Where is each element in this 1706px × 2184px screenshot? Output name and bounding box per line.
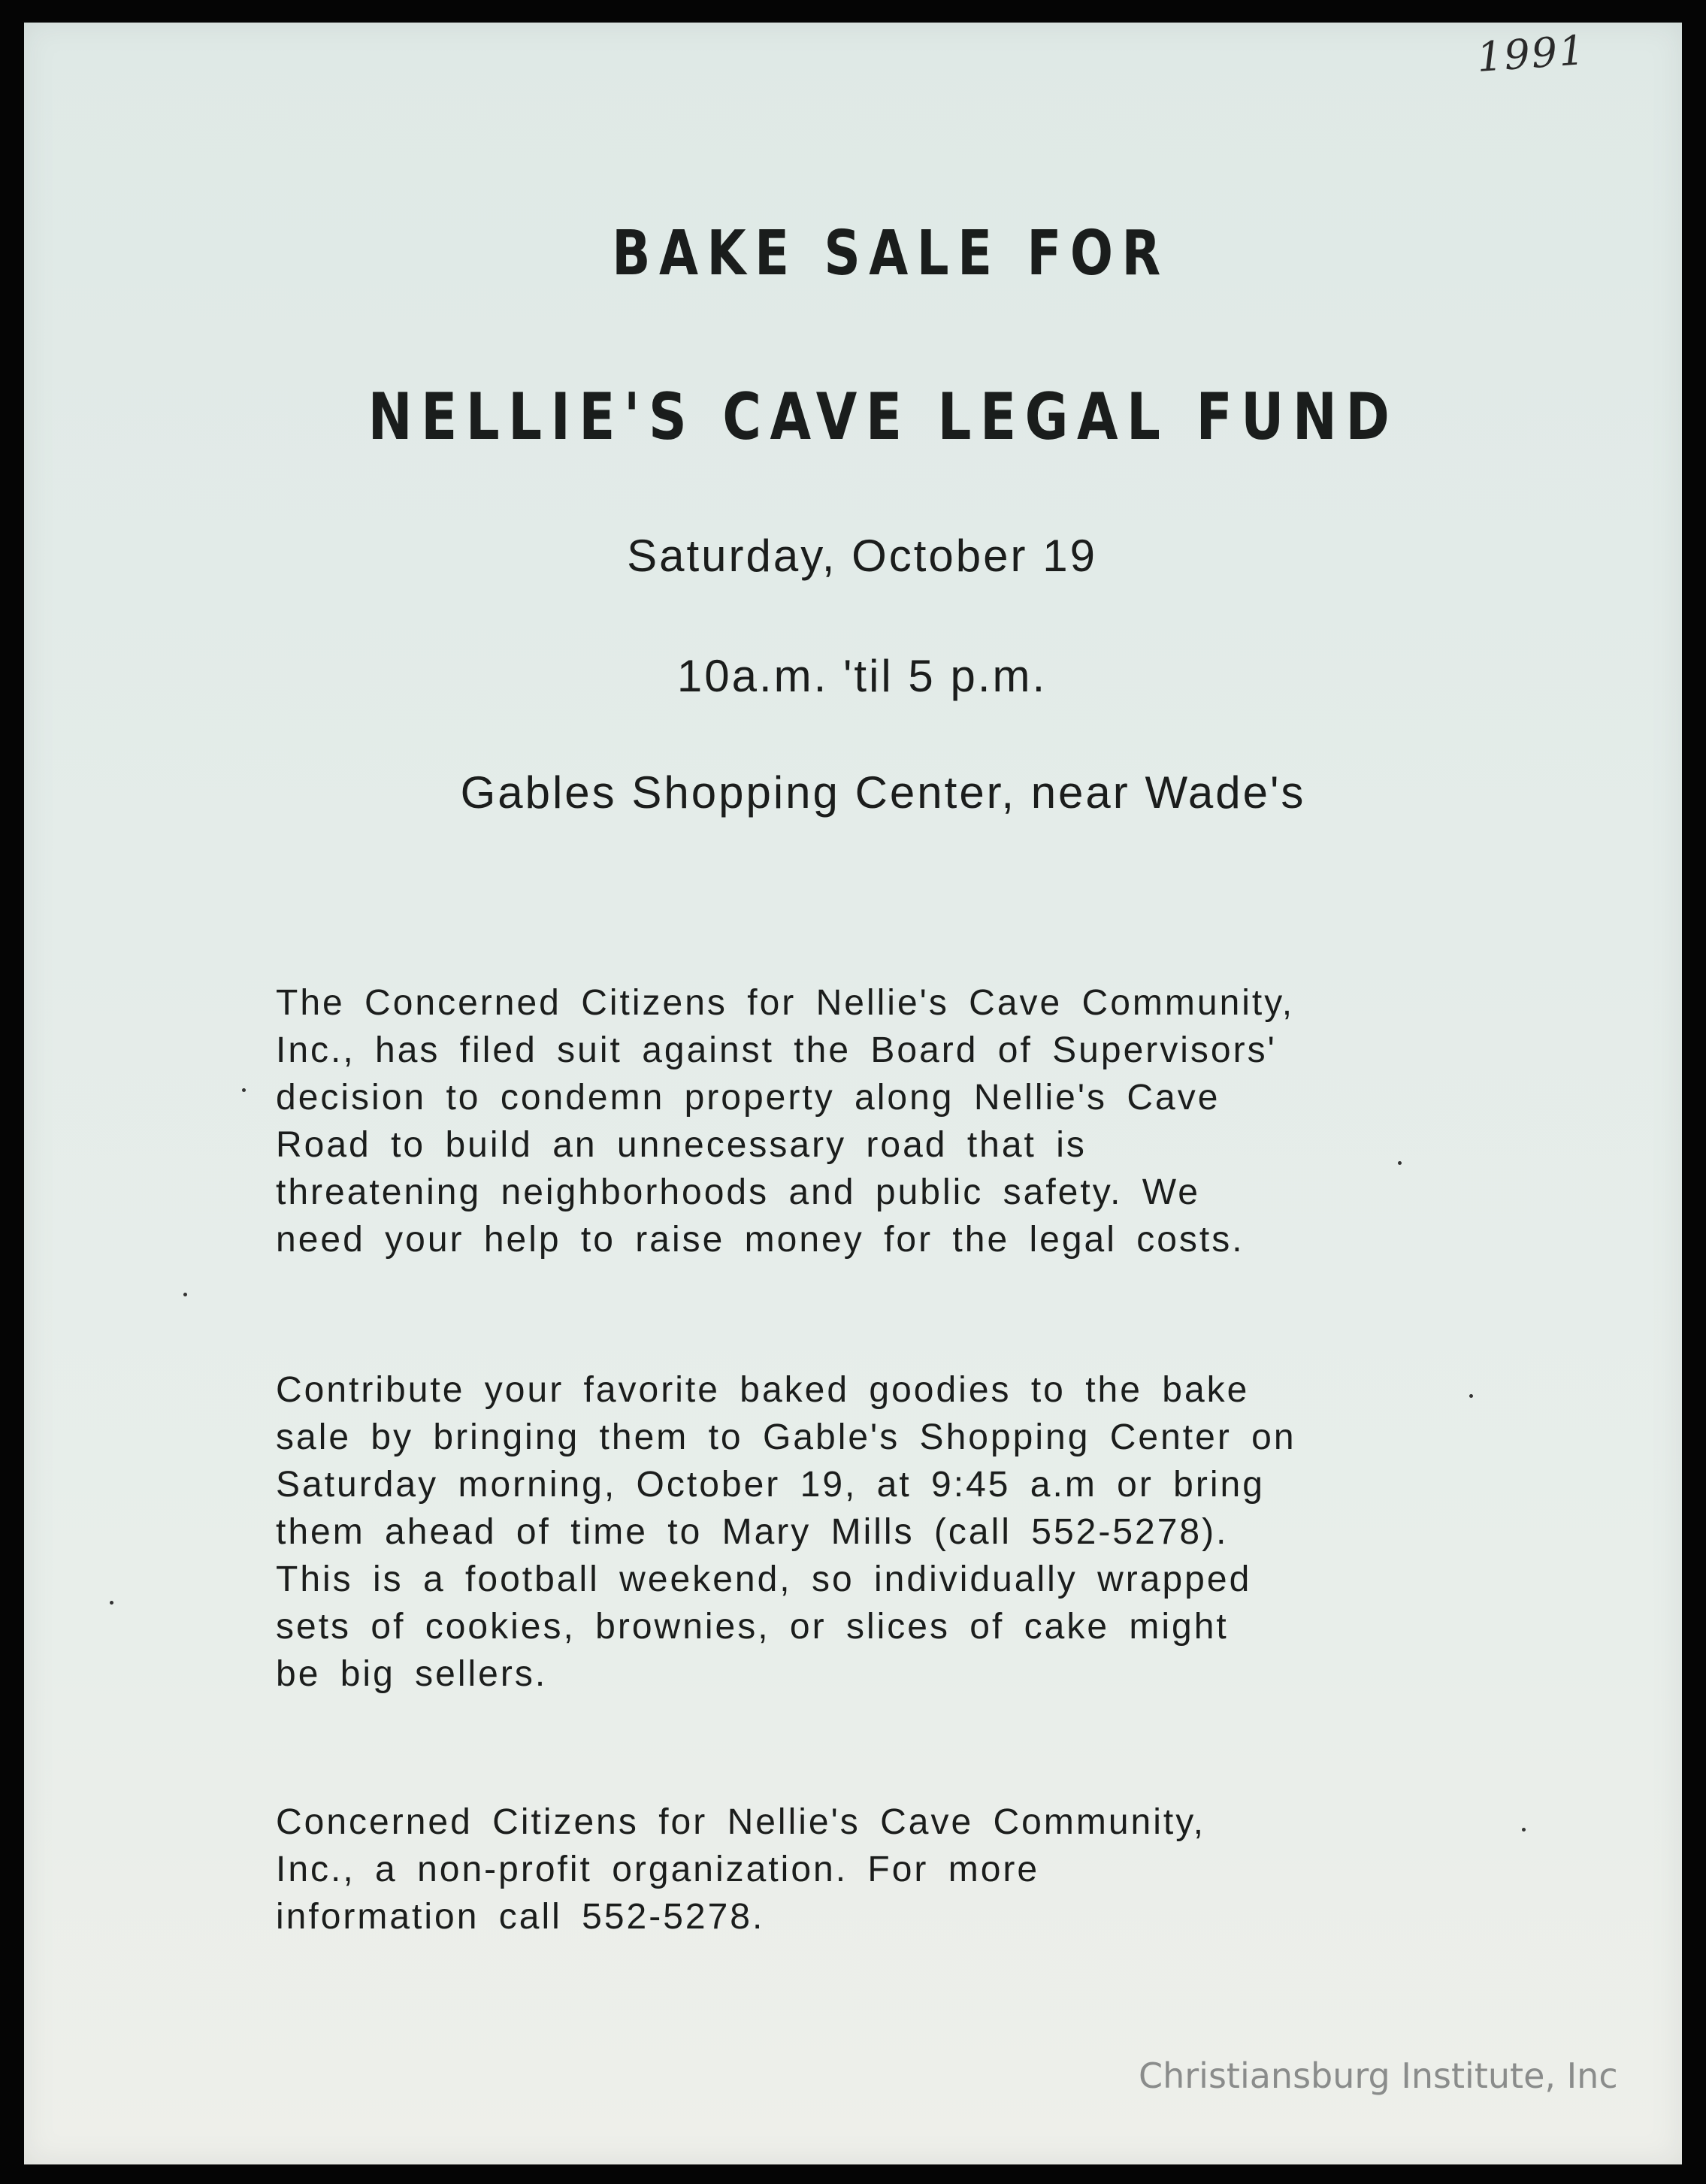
contact-line: information call 552-5278.	[276, 1897, 765, 1937]
paper-speck	[1398, 1161, 1402, 1165]
intro-line: decision to condemn property along Nellie's Cave	[276, 1078, 1221, 1118]
paper-speck	[1522, 1828, 1526, 1832]
archive-watermark: Christiansburg Institute, Inc	[1139, 2055, 1618, 2096]
contact-line: Concerned Citizens for Nellie's Cave Community,	[276, 1802, 1205, 1842]
handwritten-year-annotation: 1991	[1475, 26, 1588, 81]
contact-line: Inc., a non-profit organization. For more	[276, 1850, 1040, 1889]
contribute-line: them ahead of time to Mary Mills (call 552-5278).	[276, 1512, 1229, 1552]
intro-line: need your help to raise money for the legal costs.	[276, 1220, 1245, 1260]
contribute-paragraph	[276, 1366, 1493, 1698]
intro-line: Inc., has filed suit against the Board of Supervisors'	[276, 1030, 1277, 1070]
paper-speck	[1469, 1394, 1473, 1398]
intro-line: Road to build an unnecessary road that is	[276, 1125, 1087, 1165]
contact-paragraph	[276, 1798, 1493, 1940]
flyer-title-line-2: NELLIE'S CAVE LEGAL FUND	[368, 380, 1399, 455]
contribute-line: be big sellers.	[276, 1654, 548, 1694]
contribute-line: Saturday morning, October 19, at 9:45 a.m or bring	[276, 1465, 1265, 1505]
paper-speck	[183, 1293, 187, 1296]
paper-speck	[110, 1601, 113, 1605]
contribute-line: sale by bringing them to Gable's Shopping Center on	[276, 1417, 1296, 1457]
flyer-title-line-1: BAKE SALE FOR	[612, 218, 1169, 289]
intro-line: The Concerned Citizens for Nellie's Cave Community,	[276, 983, 1295, 1023]
contribute-line: This is a football weekend, so individually wrapped	[276, 1559, 1252, 1599]
intro-line: threatening neighborhoods and public safety. We	[276, 1172, 1200, 1212]
contribute-line: Contribute your favorite baked goodies to the bake	[276, 1370, 1250, 1410]
event-time: 10a.m. 'til 5 p.m.	[676, 651, 1048, 701]
event-date: Saturday, October 19	[627, 531, 1097, 581]
paper-speck	[242, 1088, 246, 1092]
contribute-line: sets of cookies, brownies, or slices of cake might	[276, 1607, 1229, 1647]
event-location: Gables Shopping Center, near Wade's	[460, 767, 1306, 818]
intro-paragraph	[276, 979, 1493, 1263]
